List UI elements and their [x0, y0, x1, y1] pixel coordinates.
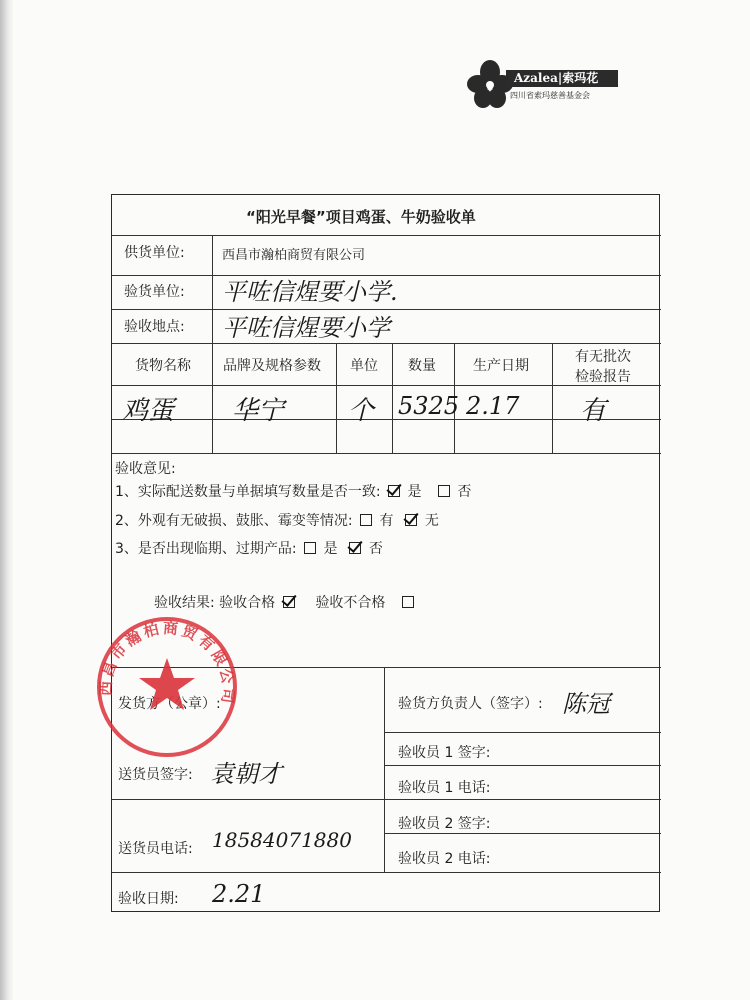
question-2 [115, 510, 439, 530]
row-divider [112, 453, 661, 454]
company-seal [92, 612, 242, 762]
acceptance-date-value: 2.21 [212, 880, 266, 908]
result-pass-label: 验收合格 [219, 595, 276, 611]
deliverer-sign-label: 送货员签字: [118, 767, 193, 783]
q2-none-label: 无 [424, 513, 439, 529]
goods-brand: 华宁 [232, 396, 285, 426]
supplier-label: 供货单位: [124, 245, 185, 261]
row-divider [384, 765, 661, 766]
question-3-text: 3、是否出现临期、过期产品: [115, 541, 297, 557]
q3-yes-label: 是 [323, 541, 338, 557]
logo-brand: Azalea|索玛花 [506, 70, 618, 87]
goods-date: 2.17 [466, 392, 520, 420]
question-2-text: 2、外观有无破损、鼓胀、霉变等情况: [115, 513, 353, 529]
seal-star-icon [139, 658, 195, 710]
seal-text: 西昌市瀚柏商贸有限公司 [96, 618, 238, 708]
receiver-manager-label: 验货方负责人（签字）: [398, 696, 543, 712]
q3-no-label: 否 [368, 541, 383, 557]
logo-subtitle: 四川省索玛慈善基金会 [510, 91, 590, 100]
inspector2-phone-label: 验收员 2 电话: [398, 851, 491, 867]
inspector2-sign-label: 验收员 2 签字: [398, 816, 491, 832]
receiver-manager-signature: 陈冠 [562, 690, 610, 718]
col-header-batch: 有无批次 [575, 349, 631, 365]
azalea-logo [466, 58, 626, 112]
q2-has-label: 有 [379, 513, 394, 529]
col-header-goods: 货物名称 [135, 358, 191, 374]
goods-unit: 个 [348, 396, 375, 426]
result-pass-checkbox[interactable] [283, 596, 295, 608]
deliverer-phone-value: 18584071880 [212, 828, 352, 852]
question-3 [115, 538, 383, 558]
acceptance-date-label: 验收日期: [118, 891, 179, 907]
col-header-brand: 品牌及规格参数 [223, 358, 321, 374]
col-divider [212, 235, 213, 453]
goods-quantity: 5325 [398, 392, 460, 420]
q3-yes-checkbox[interactable] [304, 542, 316, 554]
row-divider [384, 732, 661, 733]
result-label: 验收结果: [154, 595, 215, 611]
q1-no-label: 否 [457, 484, 472, 500]
row-divider [112, 799, 661, 800]
question-1-text: 1、实际配送数量与单据填写数量是否一致: [115, 484, 381, 500]
inspector1-sign-label: 验收员 1 签字: [398, 745, 491, 761]
col-divider [392, 343, 393, 453]
row-divider [112, 419, 661, 420]
location-value: 平咗信煋要小学 [222, 314, 390, 342]
goods-report: 有 [580, 396, 607, 426]
q2-none-checkbox[interactable] [405, 514, 417, 526]
col-header-quantity: 数量 [408, 358, 436, 374]
inspector1-phone-label: 验收员 1 电话: [398, 780, 491, 796]
row-divider [112, 872, 661, 873]
col-header-unit: 单位 [350, 358, 378, 374]
col-divider [384, 667, 385, 872]
result-fail-checkbox[interactable] [402, 596, 414, 608]
q1-yes-checkbox[interactable] [388, 485, 400, 497]
deliverer-phone-label: 送货员电话: [118, 841, 193, 857]
deliverer-signature: 袁朝才 [210, 760, 282, 788]
receiver-value: 平咗信煋要小学. [222, 278, 398, 306]
q3-no-checkbox[interactable] [349, 542, 361, 554]
q1-yes-label: 是 [407, 484, 422, 500]
result-fail-label: 验收不合格 [315, 595, 386, 611]
receiver-label: 验货单位: [124, 284, 185, 300]
form-title: “阳光早餐”项目鸡蛋、牛奶验收单 [246, 208, 476, 226]
supplier-value: 西昌市瀚柏商贸有限公司 [222, 248, 366, 263]
col-divider [336, 343, 337, 453]
goods-name: 鸡蛋 [122, 396, 175, 426]
q1-no-checkbox[interactable] [438, 485, 450, 497]
q2-has-checkbox[interactable] [360, 514, 372, 526]
question-1 [115, 481, 471, 501]
acceptance-result [154, 592, 417, 612]
row-divider [112, 235, 661, 236]
row-divider [112, 343, 661, 344]
opinion-heading: 验收意见: [115, 461, 176, 477]
col-divider [552, 343, 553, 453]
col-header-report: 检验报告 [575, 369, 631, 385]
row-divider [384, 833, 661, 834]
col-header-date: 生产日期 [473, 358, 529, 374]
scan-shadow [0, 0, 14, 1000]
location-label: 验收地点: [124, 319, 185, 335]
shipper-seal-label: 发货方（公章）: [118, 696, 221, 712]
